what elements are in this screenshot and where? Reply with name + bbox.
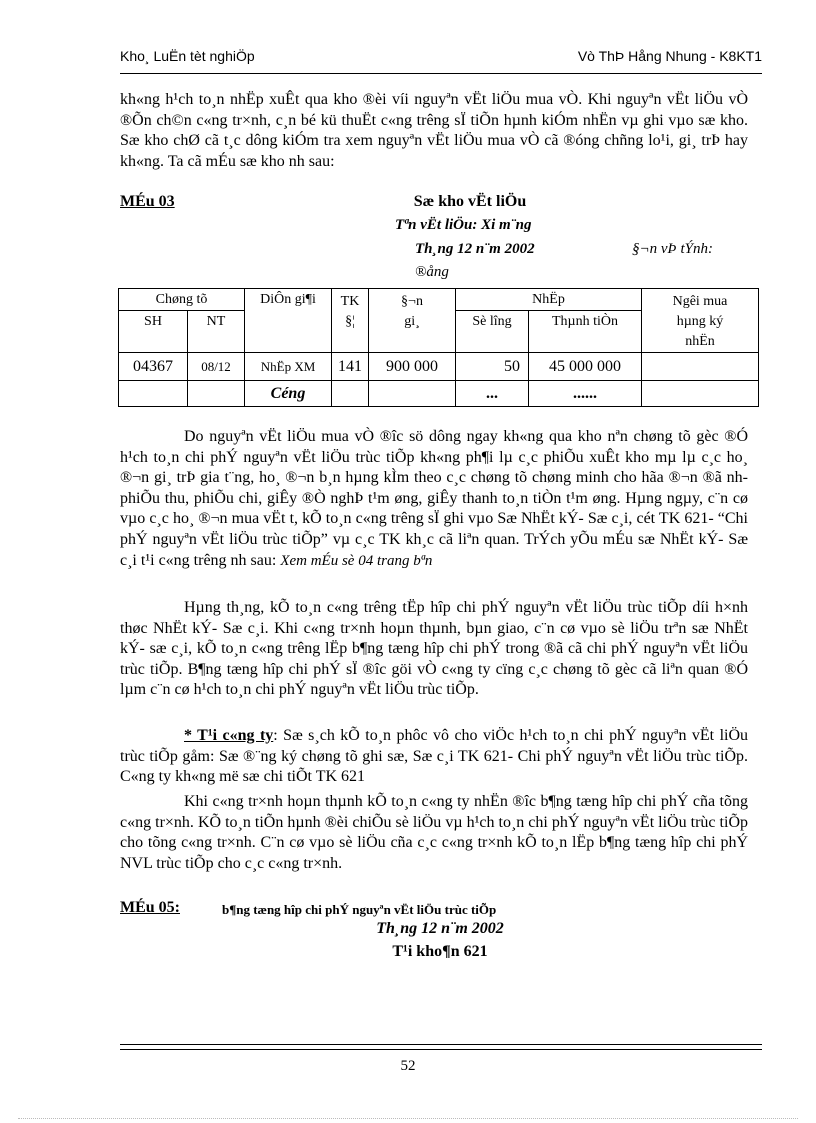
form-03-month: Th¸ng 12 n¨m 2002 (415, 241, 535, 257)
th-so-luong: Sè lîng (456, 311, 529, 353)
total-so-luong: ... (456, 381, 529, 407)
total-label: Céng (245, 381, 332, 407)
th-nguoi-mua (642, 289, 759, 353)
th-nguoi-mua-line1: Ngêi mua (672, 294, 728, 309)
page-number: 52 (400, 1058, 416, 1074)
th-nhap: NhËp (456, 289, 642, 311)
th-tk-line1: TK (340, 294, 360, 309)
form-05-label: MÉu 05: (120, 899, 180, 916)
th-sh: SH (119, 311, 188, 353)
th-nguoi-mua-line2: hµng ký (676, 314, 724, 329)
page-header (120, 48, 762, 70)
cell-don-gia: 900 000 (369, 353, 456, 381)
form-03-unit-value: ®ång (415, 264, 449, 280)
cell-dien-giai: NhËp XM (245, 353, 332, 381)
paragraph-4-body: : Sæ s¸ch kÕ to¸n phôc vô cho viÖc h¹ch to¸n chi phÝ nguyªn vËt liÖu trùc tiÕp gåm: Sæ ®¨ng ký chøng tõ ghi sæ, Sæ c¸i TK 621- Chi phÝ nguyªn vËt liÖu trùc tiÕp. C«ng ty kh«ng më sæ chi tiÕt TK 621 (120, 727, 749, 786)
stock-ledger-table (118, 288, 759, 407)
paragraph-1-text: kh«ng h¹ch to¸n nhËp xuÊt qua kho ®èi víi nguyªn vËt liÖu mua vÒ. Khi nguyªn vËt liÖu vÒ ®Õn ch©n c«ng tr×nh, c¸n bé kü thuËt c«ng trêng sÏ tiÕn hµnh kiÓm nhËn vµ ghi vµo sæ kho. Sæ kho chØ cã t¸c dông kiÓm tra xem nguyªn vËt liÖu mua vÒ cã ®óng chñng lo¹i, gi¸ trÞ hay kh«ng. Ta cã mÉu sæ kho nh sau: (120, 91, 748, 170)
form-05-month: Th¸ng 12 n¨m 2002 (376, 920, 504, 937)
th-don-gia (369, 289, 456, 353)
th-tk-line2: §¦ (345, 314, 355, 329)
paragraph-5 (120, 792, 748, 874)
paragraph-3-text: Hµng th¸ng, kÕ to¸n c«ng trêng tËp hîp chi phÝ nguyªn vËt liÖu trùc tiÕp díi h×nh thøc NhËt kÝ- Sæ c¸i. Khi c«ng tr×nh hoµn thµnh, bµn giao, c¨n cø vµo sè liÖu trªn sæ NhËt kÝ- sæ c¸i, kÕ to¸n c«ng trêng lËp b¶ng tæng hîp chi phÝ trong ®ã cã chi phÝ nguyªn vËt liÖu trùc tiÕp. B¶ng tæng hîp chi phÝ sÏ ®îc göi vÒ c«ng ty cïng c¸c chøng tõ gèc cã liªn quan ®Ó lµm c¨n cø h¹ch to¸n chi phÝ nguyªn vËt liÖu trùc tiÕp. (120, 599, 748, 699)
paragraph-3 (120, 598, 748, 701)
form-03-unit: §¬n vÞ tÝnh: (632, 241, 713, 257)
cell-sh: 04367 (119, 353, 188, 381)
paragraph-4 (120, 726, 748, 788)
form-03-material: Tªn vËt liÖu: Xi m¨ng (395, 217, 532, 233)
total-nguoi-mua (642, 381, 759, 407)
paragraph-4-lead: * T¹i c«ng ty (184, 727, 274, 744)
form-03-title: Sæ kho vËt liÖu (413, 193, 527, 210)
form-05-account: T¹i kho¶n 621 (392, 943, 488, 960)
th-nt: NT (188, 311, 245, 353)
total-sh (119, 381, 188, 407)
cell-tk: 141 (332, 353, 369, 381)
paragraph-1 (120, 90, 748, 172)
th-chung-tu: Chøng tõ (119, 289, 245, 311)
th-don-gia-line2: gi¸ (404, 314, 420, 329)
total-don-gia (369, 381, 456, 407)
th-dien-giai: DiÔn gi¶i (245, 289, 332, 353)
paragraph-2-text (120, 427, 748, 571)
header-rule (120, 73, 762, 74)
th-don-gia-line1: §¬n (401, 294, 423, 309)
cell-so-luong: 50 (456, 353, 529, 381)
footer-rule-bottom (120, 1049, 762, 1050)
form-03-label: MÉu 03 (120, 193, 175, 210)
cell-nguoi-mua (642, 353, 759, 381)
paragraph-5-text: Khi c«ng tr×nh hoµn thµnh kÕ to¸n c«ng ty nhËn ®îc b¶ng tæng hîp chi phÝ cña tõng c«ng tr×nh. KÕ to¸n tiÕn hµnh ®èi chiÕu sè liÖu vµ h¹ch to¸n chi phÝ nguyªn vËt liÖu trùc tiÕp cho tõng c«ng tr×nh. C¨n cø vµo sè liÖu cña c¸c c«ng tr×nh kÕ to¸n lËp b¶ng tæng hîp chi phÝ NVL trùc tiÕp cho c¸c c«ng tr×nh. (120, 793, 748, 872)
paragraph-2 (120, 427, 748, 571)
total-nt (188, 381, 245, 407)
header-right: Vò ThÞ Hång Nhung - K8KT1 (577, 48, 762, 64)
page-edge-dots (18, 1118, 798, 1119)
th-tk (332, 289, 369, 353)
footer-rule-top (120, 1044, 762, 1045)
cell-nt: 08/12 (188, 353, 245, 381)
paragraph-2-reference: Xem mÉu sè 04 trang bªn (280, 552, 433, 569)
paragraph-2-body: Do nguyªn vËt liÖu mua vÒ ®îc sö dông ngay kh«ng qua kho nªn chøng tõ gèc ®Ó h¹ch to¸n chi phÝ nguyªn vËt liÖu trùc tiÕp kh«ng ph¶i lµ c¸c phiÕu xuÊt kho mµ lµ c¸c ho¸ ®¬n gi¸ trÞ gia t¨ng, ho¸ ®¬n b¸n hµng kÌm theo c¸c chøng tõ chøng minh cho hãa ®¬n ®ã nh phiÕu thu, phiÕu chi, giÊy ®Ò nghÞ t¹m øng, giÊy thanh to¸n tiÒn t¹m øng. Hµng ngµy, c¨n cø vµo c¸c ho¸ ®¬n mua vËt t, kÕ to¸n c«ng trêng sÏ ghi vµo Sæ NhËt kÝ- Sæ c¸i, cét TK 621- “Chi phÝ nguyªn vËt liÖu trùc tiÕp” vµ c¸c TK kh¸c cã liªn quan. TrÝch yÕu mÉu sæ NhËt kÝ- Sæ c¸i t¹i c«ng trêng nh sau: (120, 428, 748, 569)
total-thanh-tien: ...... (529, 381, 642, 407)
th-thanh-tien: Thµnh tiÒn (529, 311, 642, 353)
header-left: Kho¸ LuËn tèt nghiÖp (120, 48, 255, 64)
cell-thanh-tien: 45 000 000 (529, 353, 642, 381)
form-05-title: b¶ng tæng hîp chi phÝ nguyªn vËt liÖu trùc tiÕp (222, 902, 497, 917)
paragraph-4-text (120, 726, 748, 788)
total-tk (332, 381, 369, 407)
th-nguoi-mua-line3: nhËn (685, 334, 715, 349)
